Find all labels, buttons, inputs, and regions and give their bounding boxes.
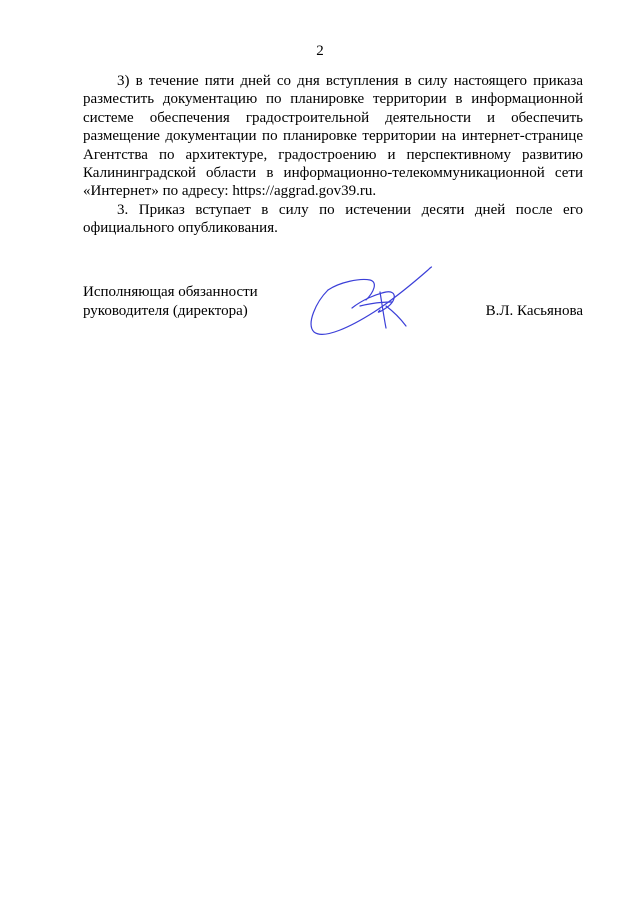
text-line: 3. Приказ вступает в силу по истечении десяти дней после его: [117, 201, 583, 218]
signer-name: В.Л. Касьянова: [485, 303, 583, 319]
text-line: официального опубликования.: [83, 220, 278, 237]
text-line: системе обеспечения градостроительной деятельности и обеспечить: [83, 109, 583, 126]
handwritten-signature: [300, 262, 440, 342]
signer-role-line: Исполняющая обязанности: [83, 284, 258, 300]
text-line: разместить документацию по планировке территории в информационной: [83, 91, 583, 108]
paragraph-item-3: [83, 72, 583, 201]
signer-role-line: руководителя (директора): [83, 303, 248, 319]
page-number: 2: [316, 43, 324, 59]
text-line: 3) в течение пяти дней со дня вступления в силу настоящего приказа: [117, 73, 583, 89]
text-line: Калининградской области в информационно-телекоммуникационной сети: [83, 165, 583, 182]
document-body: [83, 72, 583, 238]
text-line: «Интернет» по адресу: https://aggrad.gov39.ru.: [83, 183, 377, 200]
signer-role: [83, 283, 258, 321]
text-line: размещение документации по планировке территории на интернет-странице: [83, 128, 583, 145]
paragraph-clause-3: [83, 201, 583, 238]
text-line: Агентства по архитектуре, градостроению и перспективному развитию: [83, 146, 583, 163]
